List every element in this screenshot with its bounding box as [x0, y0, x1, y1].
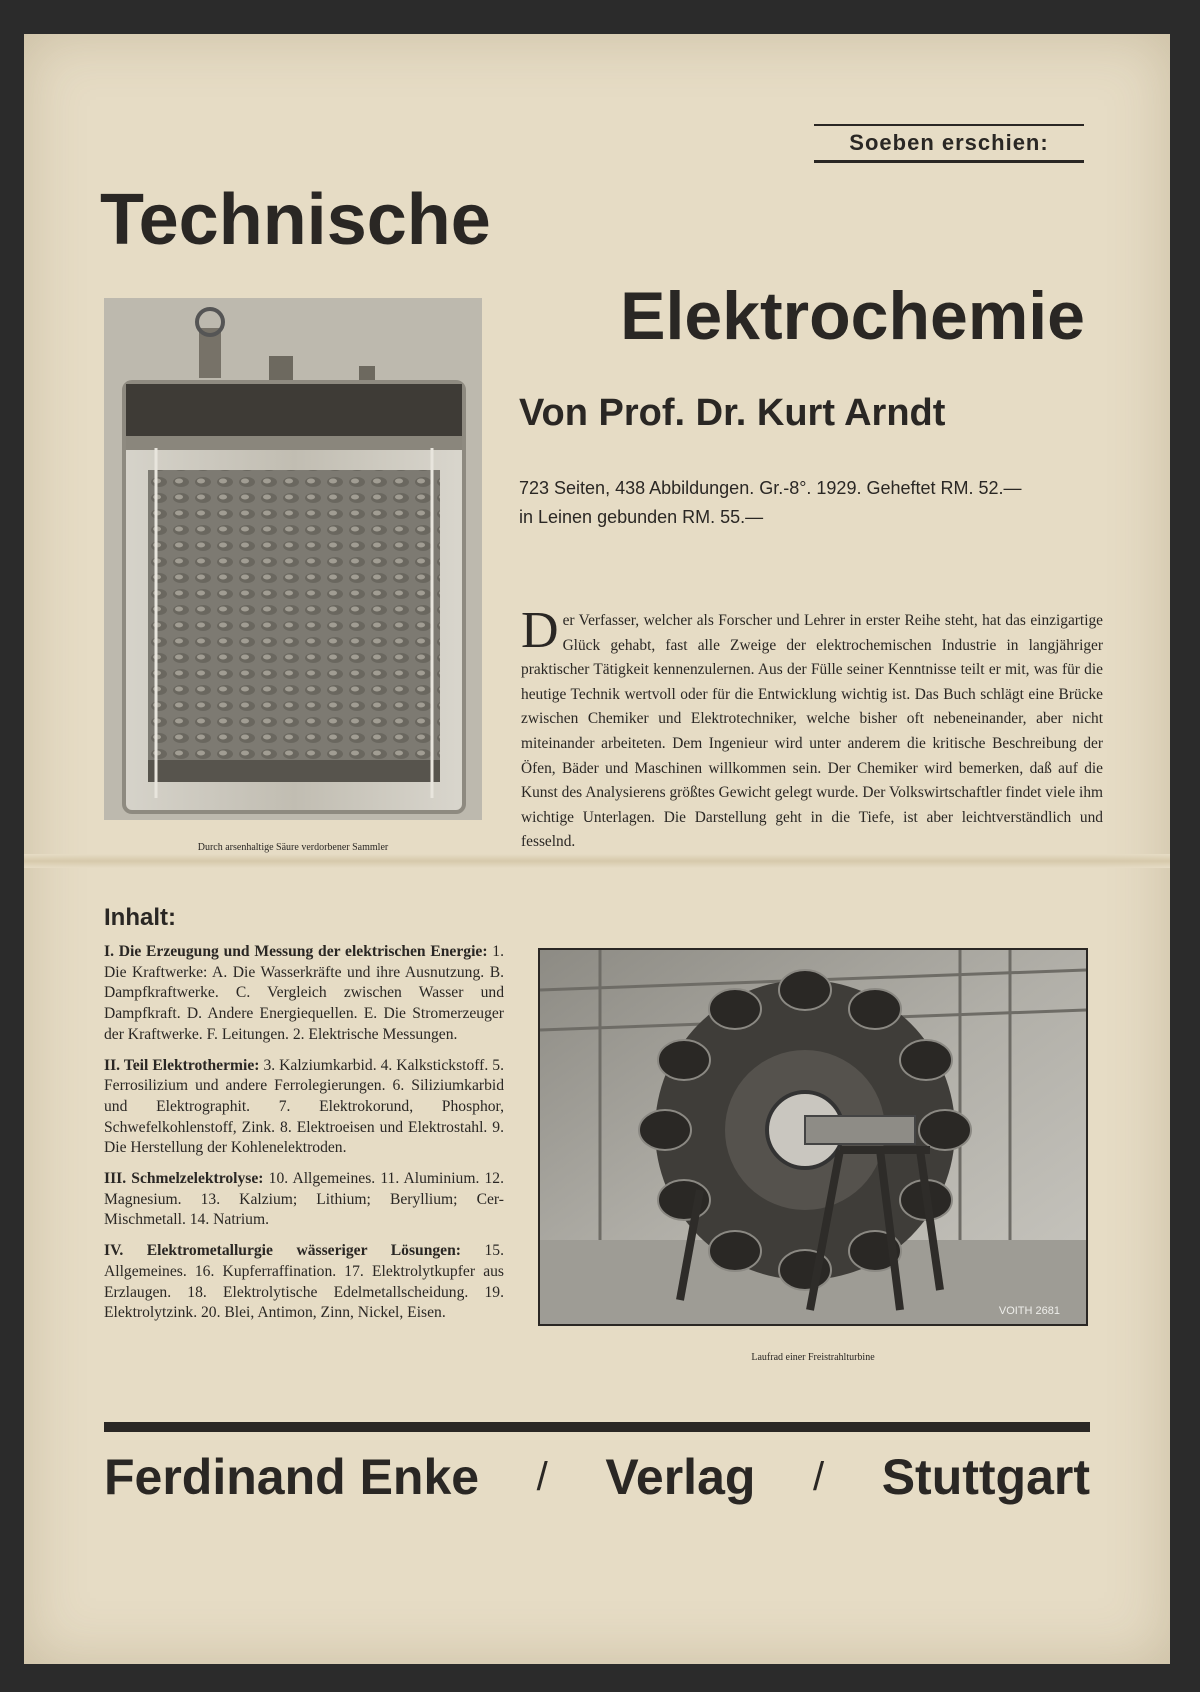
publisher-name: Ferdinand Enke [104, 1449, 480, 1505]
contents-section [104, 1169, 504, 1231]
contents-heading: Inhalt: [104, 904, 176, 931]
contents-section [104, 1241, 504, 1324]
turbine-photo-icon [538, 948, 1088, 1326]
section-title: II. Teil Elektrothermie: [104, 1056, 260, 1074]
photo-mark: VOITH 2681 [998, 1305, 1060, 1317]
description-text: er Verfasser, welcher als Forscher und Lehrer in erster Reihe steht, hat das einzigartige Glück gehabt, fast alle Zweige der elektrochemischen Industrie in langjähriger praktischer Tätigkeit kennenzulernen. Aus der Fülle seiner Kenntnisse teilt er mit, was für die heutige Technik wertvoll oder für die Entwicklung wichtig ist. Das Buch schlägt eine Brücke zwischen Chemiker und Elektrotechniker, welche bisher oft nebeneinander, aber nicht miteinander arbeiteten. Dem Ingenieur wird unter anderem die kritische Beschreibung der Öfen, Bäder und Maschinen willkommen sein. Der Chemiker wird bemerken, daß auf die Kunst des Analysierens größtes Gewicht gelegt wurde. Der Volkswirtschaftler findet viele ihm wichtige Unterlagen. Die Darstellung geht in die Tiefe, ist aber leichtverständlich und fesselnd. [521, 612, 1103, 851]
publisher-city: Stuttgart [881, 1449, 1090, 1505]
fold-line [24, 854, 1170, 868]
section-title: IV. Elektrometallurgie wässeriger Lösungen: [104, 1242, 461, 1260]
description [521, 602, 1103, 855]
publisher-line [104, 1449, 1090, 1505]
section-text: 15. Allgemeines. 16. Kupferraffination. 17. Elektrolytkupfer aus Erzlaugen. 18. Elektrolytische Edelmetallscheidung. 19. Elektrolytzink. 20. Blei, Antimon, Zinn, Nickel, Eisen. [104, 1242, 504, 1322]
battery-photo-icon [104, 298, 482, 820]
divider-rule [104, 1422, 1090, 1432]
drop-cap: D [521, 602, 559, 659]
figure1-caption: Durch arsenhaltige Säure verdorbener Sammler [197, 842, 389, 853]
banner: Soeben erschien: [814, 124, 1084, 163]
separator: / [813, 1455, 825, 1499]
title-line-1: Technische [100, 180, 491, 260]
title-line-2: Elektrochemie [620, 278, 1085, 354]
section-text: 10. Allgemeines. 11. Aluminium. 12. Magnesium. 13. Kalzium; Lithium; Beryllium; Cer-Mischmetall. 14. Natrium. [104, 1170, 505, 1229]
section-text: 3. Kalziumkarbid. 4. Kalkstickstoff. 5. Ferrosilizium und andere Ferrolegierungen. 6. Siliziumkarbid und Elektrographit. 7. Elektrokorund, Phosphor, Schwefelkohlenstoff, Zink. 8. Elektroeisen und Elektrostahl. 9. Die Herstellung der Kohlenelektroden. [104, 1056, 504, 1157]
contents-list [104, 942, 504, 1334]
section-text: 1. Die Kraftwerke: A. Die Wasserkräfte und ihre Ausnutzung. B. Dampfkraftwerke. C. Vergleich zwischen Wasser und Dampfkraft. D. Andere Energiequellen. E. Die Stromerzeuger der Kraftwerke. F. Leitungen. 2. Elektrische Messungen. [104, 943, 504, 1043]
contents-section [104, 1056, 504, 1160]
publisher-type: Verlag [605, 1449, 756, 1505]
section-title: I. Die Erzeugung und Messung der elektrischen Energie: [104, 943, 488, 960]
figure2-caption: Laufrad einer Freistrahlturbine [751, 1352, 875, 1363]
flyer-sheet [24, 34, 1170, 1664]
contents-section [104, 942, 504, 1046]
author: Von Prof. Dr. Kurt Arndt [519, 392, 946, 434]
specs-line-2: in Leinen gebunden RM. 55.— [519, 507, 764, 527]
separator: / [536, 1455, 548, 1499]
book-specs [519, 474, 1105, 532]
section-title: III. Schmelzelektrolyse: [104, 1170, 264, 1188]
specs-line-1: 723 Seiten, 438 Abbildungen. Gr.-8°. 1929. Geheftet RM. 52.— [519, 478, 1022, 498]
